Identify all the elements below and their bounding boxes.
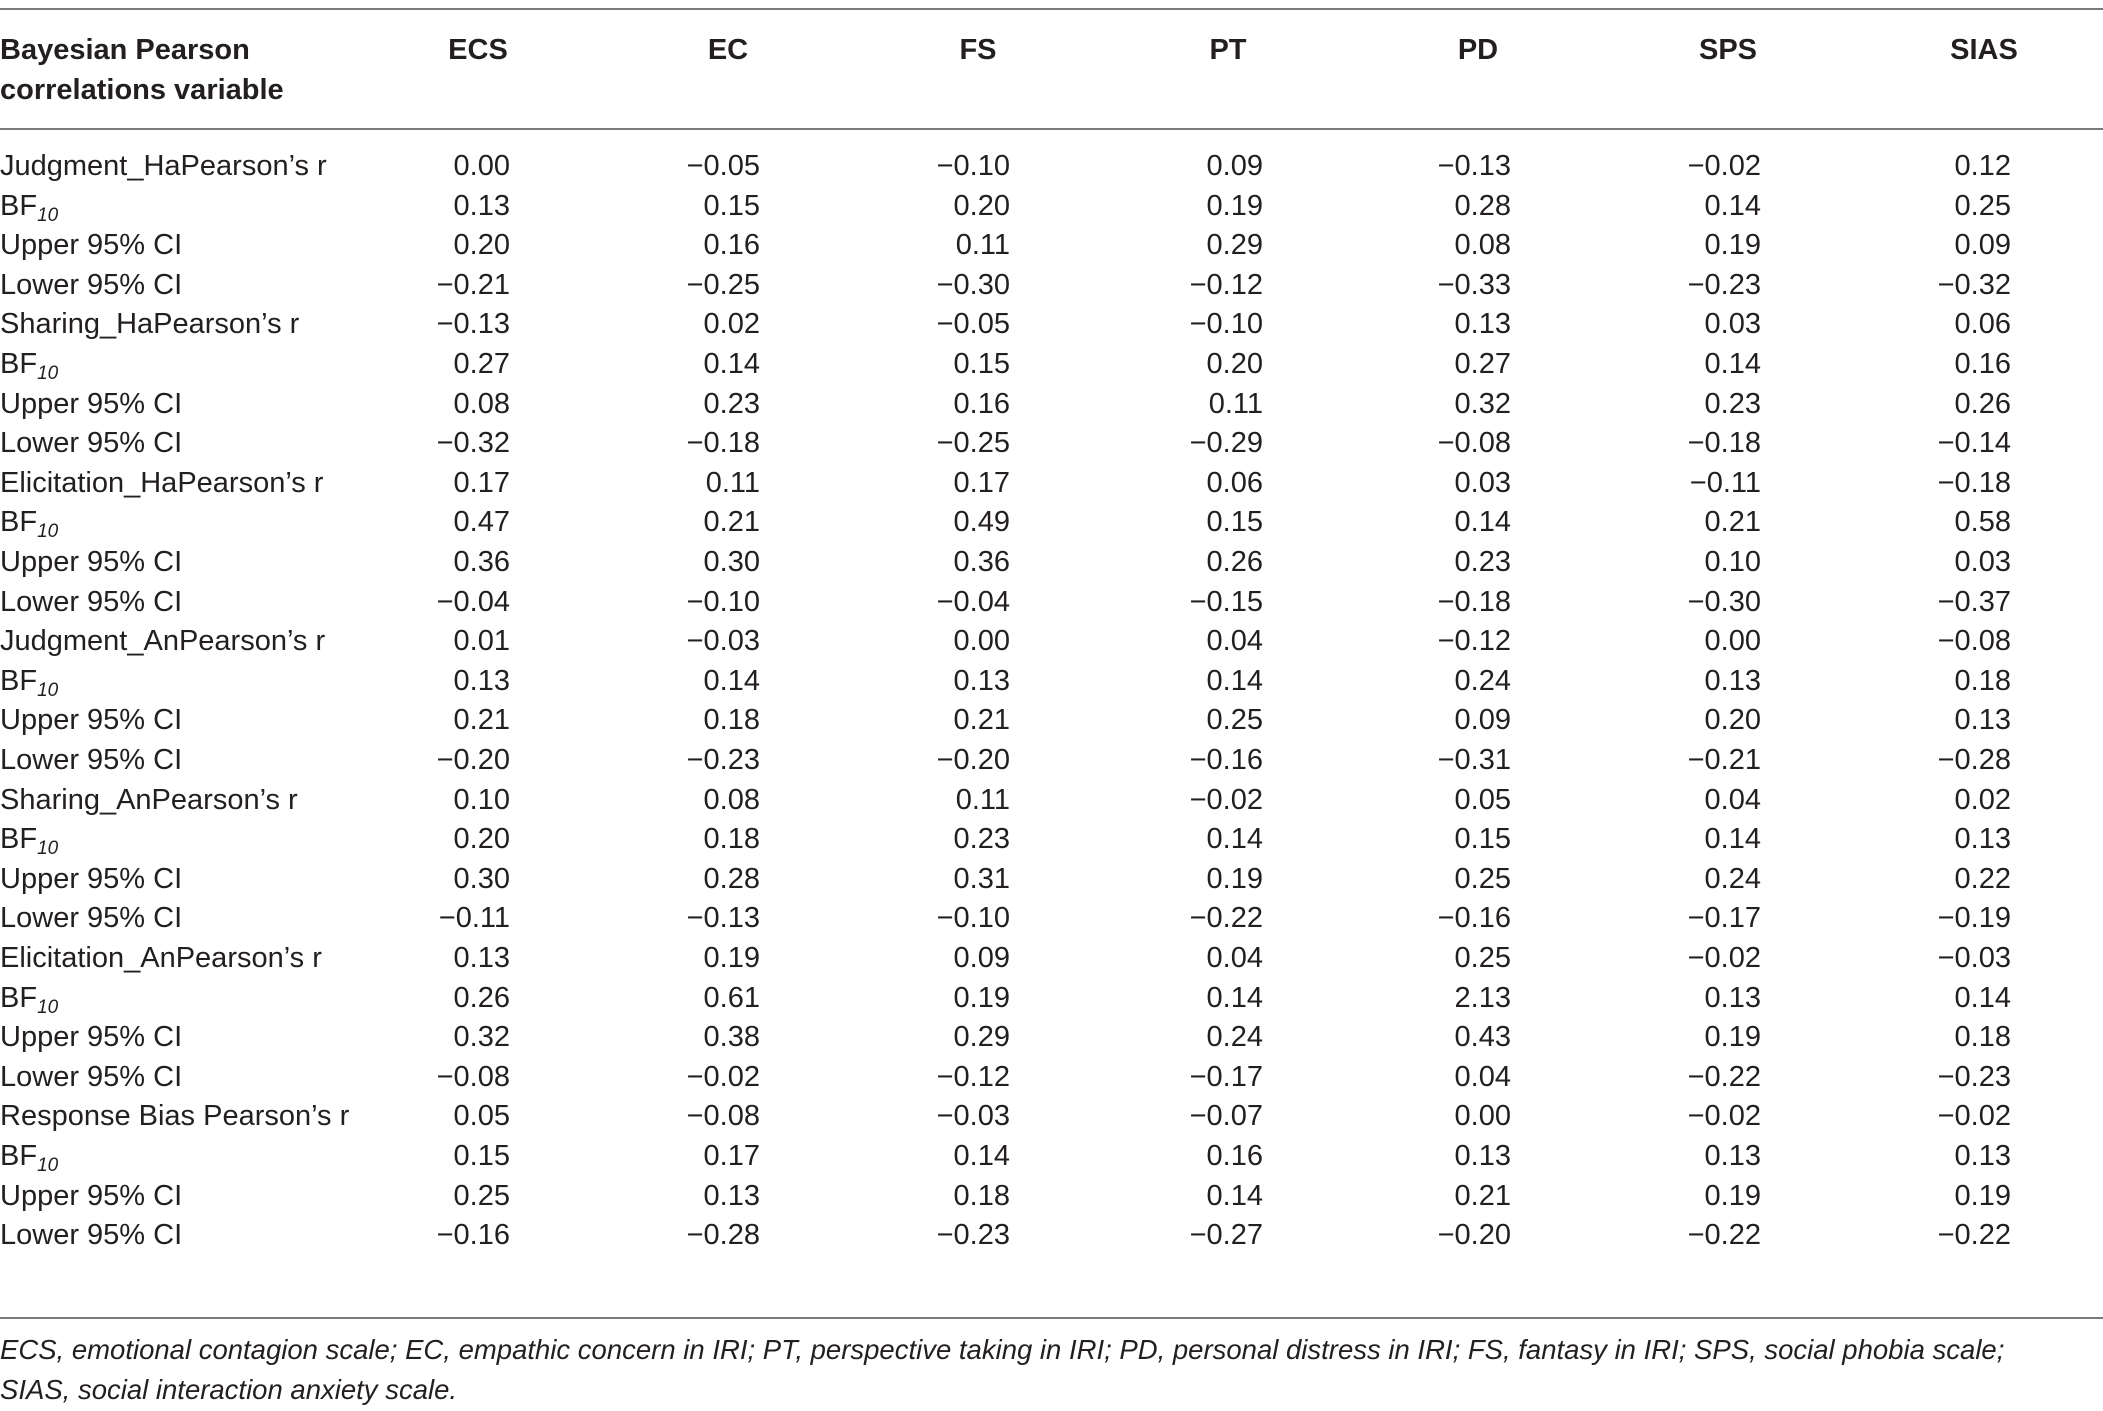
table-cell: −0.18	[1687, 427, 1761, 460]
table-cell: 0.47	[453, 506, 510, 539]
table-cell: −0.10	[686, 585, 760, 618]
table-cell: 0.09	[1206, 150, 1263, 182]
row-label: Upper 95% CI	[0, 1021, 183, 1054]
table-cell: 0.26	[453, 981, 510, 1014]
table-cell: 0.15	[1206, 506, 1263, 539]
table-cell: −0.22	[1687, 1060, 1761, 1093]
table-cell: 0.13	[1954, 823, 2011, 856]
table-cell: 0.18	[703, 704, 760, 737]
row-label: Sharing_AnPearson’s r	[0, 783, 298, 816]
table-cell: 0.03	[1704, 308, 1761, 341]
table-cell: 0.25	[1454, 862, 1511, 895]
table-cell: 0.25	[1954, 189, 2011, 222]
table-cell: −0.08	[1437, 427, 1511, 460]
column-header-sias: SIAS	[1950, 34, 2018, 66]
table-cell: 0.25	[1454, 942, 1511, 974]
table-cell: 0.30	[453, 862, 510, 895]
table-cell: −0.10	[936, 150, 1010, 182]
table-cell: 0.24	[1454, 664, 1511, 697]
table-cell: 0.03	[1454, 466, 1511, 499]
table-cell: 0.28	[1454, 189, 1511, 222]
table-cell: 0.00	[1454, 1100, 1511, 1133]
table-cell: −0.22	[1937, 1219, 2011, 1252]
table-cell: 0.20	[1704, 704, 1761, 737]
table-cell: 0.13	[1954, 1140, 2011, 1172]
table-cell: 0.21	[1704, 506, 1761, 539]
table-cell: 0.36	[953, 546, 1010, 578]
table-cell: −0.13	[1437, 150, 1511, 182]
table-cell: 0.38	[703, 1021, 760, 1054]
table-cell: 0.15	[953, 348, 1010, 380]
table-cell: 0.18	[953, 1179, 1010, 1212]
table-cell: 0.25	[453, 1179, 510, 1212]
table-cell: 0.17	[703, 1140, 760, 1172]
table-cell: 0.05	[1454, 783, 1511, 816]
table-cell: −0.21	[436, 268, 510, 301]
table-cell: 0.26	[1206, 546, 1263, 578]
table-cell: −0.16	[436, 1219, 510, 1252]
header-rule	[0, 128, 2103, 130]
table-cell: 0.20	[453, 229, 510, 262]
table-cell: −0.04	[936, 585, 1010, 618]
row-label: Upper 95% CI	[0, 387, 183, 420]
table-cell: −0.13	[436, 308, 510, 341]
table-cell: −0.28	[686, 1219, 760, 1252]
table-cell: 0.11	[1208, 387, 1263, 420]
table-cell: 0.13	[953, 664, 1010, 697]
table-cell: 0.02	[1954, 783, 2011, 816]
table-cell: 0.04	[1704, 783, 1761, 816]
table-cell: 0.06	[1954, 308, 2011, 341]
table-cell: 0.18	[1954, 664, 2011, 697]
table-cell: −0.16	[1189, 744, 1263, 776]
table-cell: −0.12	[1437, 625, 1511, 658]
table-cell: −0.10	[936, 902, 1010, 935]
table-cell: 0.21	[953, 704, 1010, 737]
row-label: $BF_{10}$	[0, 823, 59, 860]
table-cell: −0.08	[1937, 625, 2011, 658]
row-label: $BF_{10}$	[0, 1140, 59, 1176]
table-cell: 0.15	[703, 189, 760, 222]
table-cell: 0.14	[1454, 506, 1511, 539]
table-cell: −0.18	[1437, 585, 1511, 618]
table-cell: 0.11	[955, 783, 1010, 816]
row-label: $BF_{10}$	[0, 506, 59, 543]
table-cell: 2.13	[1454, 981, 1511, 1014]
table-cell: −0.22	[1189, 902, 1263, 935]
table-cell: 0.16	[703, 229, 760, 262]
table-cell: 0.00	[453, 150, 510, 182]
table-cell: 0.14	[1704, 823, 1761, 856]
table-cell: −0.30	[936, 268, 1010, 301]
table-cell: 0.16	[1954, 348, 2011, 380]
table-cell: 0.21	[703, 506, 760, 539]
row-label: Lower 95% CI	[0, 902, 183, 935]
table-cell: 0.14	[1206, 1179, 1263, 1212]
table-cell: 0.17	[953, 466, 1010, 499]
table-cell: 0.05	[453, 1100, 510, 1133]
table-cell: −0.32	[1937, 268, 2011, 301]
table-cell: 0.14	[1206, 664, 1263, 697]
table-cell: 0.13	[703, 1179, 760, 1212]
table-cell: −0.21	[1687, 744, 1761, 776]
table-cell: 0.00	[1704, 625, 1761, 658]
table-cell: 0.32	[1454, 387, 1511, 420]
table-cell: −0.25	[686, 268, 760, 301]
row-label: Upper 95% CI	[0, 704, 183, 737]
table-cell: −0.32	[436, 427, 510, 460]
table-cell: 0.01	[453, 625, 510, 658]
top-rule	[0, 8, 2103, 10]
table-cell: 0.04	[1206, 942, 1263, 974]
table-cell: −0.10	[1189, 308, 1263, 341]
table-cell: 0.21	[1454, 1179, 1511, 1212]
table-cell: 0.20	[1206, 348, 1263, 380]
table-cell: 0.29	[953, 1021, 1010, 1054]
table-cell: 0.15	[453, 1140, 510, 1172]
row-label: Upper 95% CI	[0, 546, 183, 578]
table-cell: 0.17	[453, 466, 510, 499]
table-cell: 0.24	[1206, 1021, 1263, 1054]
table-cell: 0.14	[953, 1140, 1010, 1172]
row-label: Elicitation_HaPearson’s r	[0, 466, 324, 499]
table-cell: 0.14	[1704, 189, 1761, 222]
table-cell: 0.08	[453, 387, 510, 420]
table-cell: 0.13	[1454, 1140, 1511, 1172]
table-cell: −0.25	[936, 427, 1010, 460]
table-cell: −0.33	[1437, 268, 1511, 301]
table-cell: 0.09	[953, 942, 1010, 974]
table-cell: 0.19	[1704, 229, 1761, 262]
row-label: $BF_{10}$	[0, 189, 59, 226]
table-cell: −0.31	[1437, 744, 1511, 776]
table-cell: 0.19	[1954, 1179, 2011, 1212]
table-cell: 0.24	[1704, 862, 1761, 895]
table-cell: −0.02	[1687, 150, 1761, 182]
table-cell: 0.22	[1954, 862, 2011, 895]
table-cell: 0.19	[1704, 1179, 1761, 1212]
table-cell: 0.00	[953, 625, 1010, 658]
table-cell: 0.19	[953, 981, 1010, 1014]
table-cell: 0.11	[955, 229, 1010, 262]
table-cell: 0.16	[953, 387, 1010, 420]
table-cell: −0.20	[936, 744, 1010, 776]
table-cell: −0.23	[936, 1219, 1010, 1252]
table-cell: −0.08	[436, 1060, 510, 1093]
table-cell: −0.12	[936, 1060, 1010, 1093]
table-cell: −0.05	[936, 308, 1010, 341]
table-cell: −0.02	[1687, 942, 1761, 974]
table-cell: 0.13	[1954, 704, 2011, 737]
row-label: Elicitation_AnPearson’s r	[0, 942, 322, 974]
table-cell: 0.14	[1206, 981, 1263, 1014]
row-label: $BF_{10}$	[0, 348, 59, 384]
table-cell: 0.58	[1954, 506, 2011, 539]
table-cell: 0.49	[953, 506, 1010, 539]
table-cell: 0.13	[1704, 981, 1761, 1014]
table-cell: 0.15	[1454, 823, 1511, 856]
table-cell: −0.20	[1437, 1219, 1511, 1252]
table-cell: −0.03	[1937, 942, 2011, 974]
row-label: $BF_{10}$	[0, 981, 59, 1018]
table-cell: 0.06	[1206, 466, 1263, 499]
table-cell: 0.43	[1454, 1021, 1511, 1054]
table-cell: −0.13	[686, 902, 760, 935]
table-cell: −0.29	[1189, 427, 1263, 460]
table-cell: −0.27	[1189, 1219, 1263, 1252]
table-cell: 0.10	[453, 783, 510, 816]
table-cell: −0.02	[1937, 1100, 2011, 1133]
table-cell: −0.23	[1937, 1060, 2011, 1093]
table-cell: 0.08	[703, 783, 760, 816]
column-header-ec: EC	[707, 34, 749, 66]
row-label: Lower 95% CI	[0, 1060, 183, 1093]
table-cell: 0.03	[1954, 546, 2011, 578]
table-cell: 0.11	[705, 466, 760, 499]
table-cell: 0.14	[1206, 823, 1263, 856]
table-cell: 0.13	[1454, 308, 1511, 341]
table-cell: 0.25	[1206, 704, 1263, 737]
row-label: Lower 95% CI	[0, 1219, 183, 1252]
row-label: Response Bias Pearson’s r	[0, 1100, 350, 1133]
row-label: Upper 95% CI	[0, 1179, 183, 1212]
table-cell: −0.02	[1687, 1100, 1761, 1133]
row-label: Lower 95% CI	[0, 427, 183, 460]
table-cell: 0.23	[703, 387, 760, 420]
row-label: Judgment_AnPearson’s r	[0, 625, 326, 658]
table-cell: 0.08	[1454, 229, 1511, 262]
table-cell: −0.23	[1687, 268, 1761, 301]
table-footnote: ECS, emotional contagion scale; EC, empathic concern in IRI; PT, perspective taking in IRI; PD, personal distress in IRI; FS, fantasy in IRI; SPS, social phobia scale; SIAS, social interaction anxiety scale.	[0, 1334, 2005, 1405]
table-cell: −0.11	[1689, 466, 1761, 499]
table-cell: 0.04	[1206, 625, 1263, 658]
table-cell: 0.20	[953, 189, 1010, 222]
bottom-rule	[0, 1317, 2103, 1319]
table-cell: 0.31	[953, 862, 1010, 895]
table-cell: 0.36	[453, 546, 510, 578]
table-cell: 0.12	[1954, 150, 2011, 182]
table-cell: 0.14	[1954, 981, 2011, 1014]
table-cell: −0.19	[1937, 902, 2011, 935]
table-cell: −0.23	[686, 744, 760, 776]
table-cell: 0.14	[703, 664, 760, 697]
row-label: Judgment_HaPearson’s r	[0, 150, 327, 182]
table-cell: −0.18	[1937, 466, 2011, 499]
table-cell: −0.02	[1189, 783, 1263, 816]
table-cell: 0.13	[1704, 1140, 1761, 1172]
table-cell: 0.13	[1704, 664, 1761, 697]
table-cell: 0.18	[703, 823, 760, 856]
table-cell: 0.32	[453, 1021, 510, 1054]
table-cell: −0.05	[686, 150, 760, 182]
table-cell: 0.14	[1704, 348, 1761, 380]
table-cell: −0.37	[1937, 585, 2011, 618]
table-cell: 0.27	[453, 348, 510, 380]
column-header-ecs: ECS	[448, 34, 508, 66]
table-cell: −0.12	[1189, 268, 1263, 301]
table-cell: 0.27	[1454, 348, 1511, 380]
table-cell: 0.13	[453, 664, 510, 697]
table-cell: 0.26	[1954, 387, 2011, 420]
row-label: Upper 95% CI	[0, 229, 183, 262]
table-cell: 0.28	[703, 862, 760, 895]
table-cell: −0.11	[438, 902, 510, 935]
table-cell: −0.17	[1687, 902, 1761, 935]
table-cell: 0.04	[1454, 1060, 1511, 1093]
table-cell: 0.14	[703, 348, 760, 380]
table-cell: 0.23	[953, 823, 1010, 856]
table-cell: 0.13	[453, 942, 510, 974]
row-label: Lower 95% CI	[0, 268, 183, 301]
table-cell: −0.16	[1437, 902, 1511, 935]
header-variable: Bayesian Pearson correlations variable	[0, 34, 284, 106]
row-label: Sharing_HaPearson’s r	[0, 308, 300, 341]
table-cell: 0.13	[453, 189, 510, 222]
table-cell: 0.18	[1954, 1021, 2011, 1054]
column-header-sps: SPS	[1698, 34, 1758, 66]
column-header-pd: PD	[1457, 34, 1499, 66]
table-cell: 0.19	[1206, 862, 1263, 895]
row-label: Lower 95% CI	[0, 585, 183, 618]
table-cell: 0.23	[1454, 546, 1511, 578]
table-cell: −0.30	[1687, 585, 1761, 618]
table-cell: 0.29	[1206, 229, 1263, 262]
row-label: $BF_{10}$	[0, 664, 59, 701]
table-cell: −0.17	[1189, 1060, 1263, 1093]
table-cell: −0.02	[686, 1060, 760, 1093]
table-cell: 0.10	[1704, 546, 1761, 578]
column-header-pt: PT	[1209, 34, 1247, 66]
row-label: Lower 95% CI	[0, 744, 183, 776]
table-cell: 0.09	[1454, 704, 1511, 737]
table-cell: −0.20	[436, 744, 510, 776]
column-header-fs: FS	[959, 34, 997, 66]
table-cell: −0.14	[1937, 427, 2011, 460]
table-cell: −0.03	[686, 625, 760, 658]
table-cell: −0.15	[1189, 585, 1263, 618]
table-cell: −0.18	[686, 427, 760, 460]
table-cell: 0.23	[1704, 387, 1761, 420]
table-cell: −0.22	[1687, 1219, 1761, 1252]
table-cell: 0.30	[703, 546, 760, 578]
table-cell: 0.09	[1954, 229, 2011, 262]
table-cell: 0.16	[1206, 1140, 1263, 1172]
table-cell: 0.19	[1704, 1021, 1761, 1054]
table-cell: 0.61	[703, 981, 760, 1014]
table-cell: 0.02	[703, 308, 760, 341]
table-cell: 0.21	[453, 704, 510, 737]
table-cell: 0.19	[703, 942, 760, 974]
row-label: Upper 95% CI	[0, 862, 183, 895]
table-cell: −0.08	[686, 1100, 760, 1133]
table-cell: −0.28	[1937, 744, 2011, 776]
table-cell: 0.20	[453, 823, 510, 856]
table-cell: 0.19	[1206, 189, 1263, 222]
table-cell: −0.03	[936, 1100, 1010, 1133]
table-cell: −0.04	[436, 585, 510, 618]
table-cell: −0.07	[1189, 1100, 1263, 1133]
